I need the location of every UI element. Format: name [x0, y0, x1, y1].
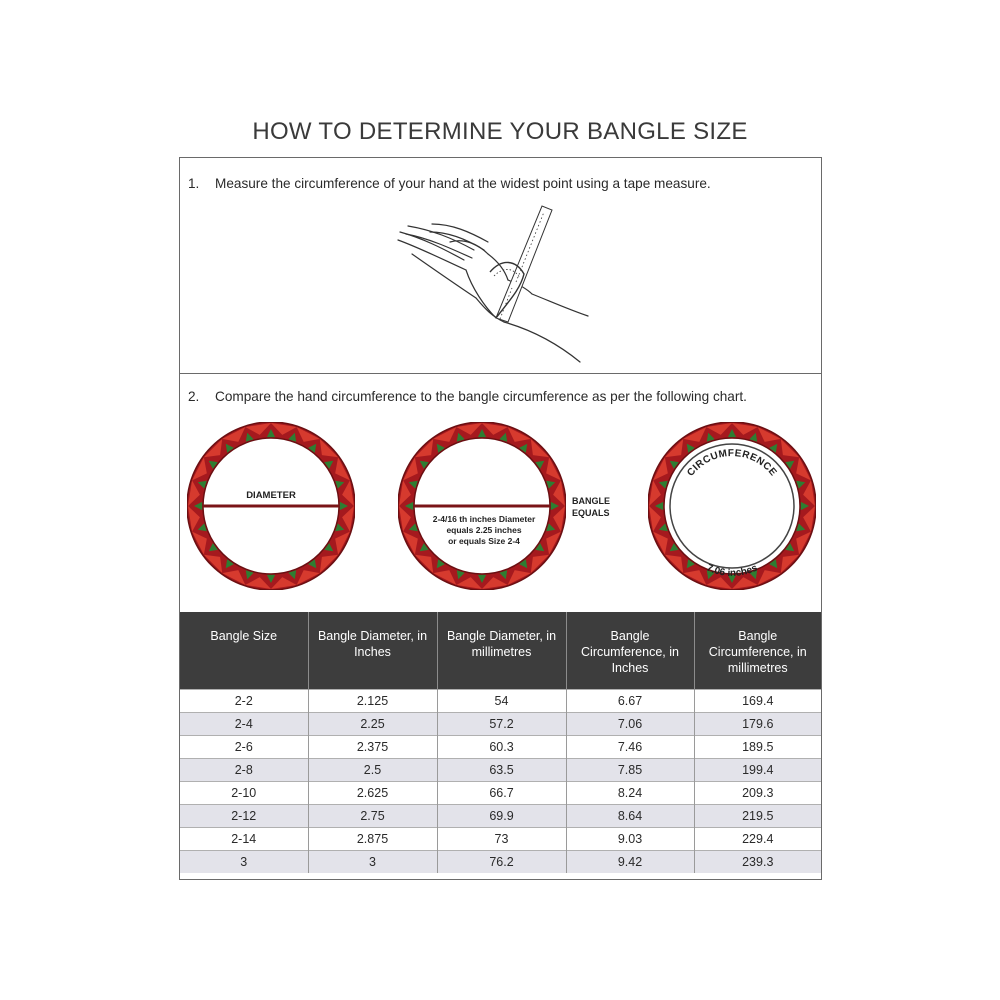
column-header: Bangle Size — [180, 612, 308, 689]
step-1-text: Measure the circumference of your hand at the widest point using a tape measure. — [215, 176, 711, 191]
table-cell: 189.5 — [694, 735, 821, 758]
table-cell: 2-4 — [180, 712, 308, 735]
table-cell: 69.9 — [437, 804, 566, 827]
table-cell: 2.5 — [308, 758, 437, 781]
page-title: HOW TO DETERMINE YOUR BANGLE SIZE — [252, 118, 748, 145]
bangle-equals-label — [572, 495, 610, 519]
table-cell: 2.75 — [308, 804, 437, 827]
table-row — [180, 712, 821, 735]
table-cell: 209.3 — [694, 781, 821, 804]
circumference-value: 7.06 inches — [704, 562, 760, 580]
table-cell: 7.85 — [566, 758, 694, 781]
ring-triangle — [415, 439, 433, 457]
step-1-section — [180, 158, 821, 374]
table-cell: 9.03 — [566, 827, 694, 850]
table-cell: 9.42 — [566, 850, 694, 873]
size-guide-sheet — [179, 157, 822, 880]
table-cell: 54 — [437, 689, 566, 712]
table-cell: 239.3 — [694, 850, 821, 873]
table-cell: 229.4 — [694, 827, 821, 850]
example-line-3: or equals Size 2-4 — [448, 536, 520, 546]
step-2-number: 2. — [188, 389, 200, 404]
example-line-2: equals 2.25 inches — [446, 525, 522, 535]
table-cell: 7.46 — [566, 735, 694, 758]
table-header-row — [180, 612, 821, 689]
bangle-diameter-diagram — [187, 422, 355, 590]
step-2-instruction — [188, 389, 747, 404]
bangle-circumference-diagram — [648, 422, 816, 590]
step-1-number: 1. — [188, 176, 200, 191]
table-row — [180, 689, 821, 712]
table-cell: 6.67 — [566, 689, 694, 712]
table-cell: 76.2 — [437, 850, 566, 873]
table-cell: 2-6 — [180, 735, 308, 758]
table-row — [180, 804, 821, 827]
step-2-text: Compare the hand circumference to the bangle circumference as per the following chart. — [215, 389, 747, 404]
step-1-instruction — [188, 176, 711, 191]
table-cell: 169.4 — [694, 689, 821, 712]
table-cell: 2-10 — [180, 781, 308, 804]
table-cell: 2.125 — [308, 689, 437, 712]
column-header: Bangle Diameter, in Inches — [308, 612, 437, 689]
table-cell: 2-2 — [180, 689, 308, 712]
bangle-example-diagram — [398, 422, 566, 590]
diameter-label: DIAMETER — [246, 490, 296, 501]
table-cell: 3 — [308, 850, 437, 873]
hand-measure-illustration — [392, 198, 592, 368]
table-cell: 7.06 — [566, 712, 694, 735]
table-cell: 3 — [180, 850, 308, 873]
table-cell: 73 — [437, 827, 566, 850]
table-row — [180, 781, 821, 804]
table-cell: 2-14 — [180, 827, 308, 850]
table-cell: 2-8 — [180, 758, 308, 781]
column-header: Bangle Circumference, in millimetres — [694, 612, 821, 689]
table-row — [180, 735, 821, 758]
table-cell: 2.375 — [308, 735, 437, 758]
table-cell: 2.625 — [308, 781, 437, 804]
table-cell: 179.6 — [694, 712, 821, 735]
table-row — [180, 827, 821, 850]
equals-line-2: EQUALS — [572, 508, 610, 518]
example-line-1: 2-4/16 th inches Diameter — [432, 514, 536, 524]
circumference-label: CIRCUMFERENCE — [685, 447, 779, 479]
table-cell: 219.5 — [694, 804, 821, 827]
table-cell: 57.2 — [437, 712, 566, 735]
table-cell: 2.25 — [308, 712, 437, 735]
table-cell: 8.64 — [566, 804, 694, 827]
bangle-size-table — [180, 612, 821, 873]
table-cell: 8.24 — [566, 781, 694, 804]
table-row — [180, 758, 821, 781]
equals-line-1: BANGLE — [572, 496, 610, 506]
table-cell: 66.7 — [437, 781, 566, 804]
column-header: Bangle Diameter, in millimetres — [437, 612, 566, 689]
table-row — [180, 850, 821, 873]
table-cell: 60.3 — [437, 735, 566, 758]
table-cell: 2.875 — [308, 827, 437, 850]
table-cell: 199.4 — [694, 758, 821, 781]
table-cell: 63.5 — [437, 758, 566, 781]
table-cell: 2-12 — [180, 804, 308, 827]
ring-triangle — [204, 439, 222, 457]
column-header: Bangle Circumference, in Inches — [566, 612, 694, 689]
step-2-section — [180, 374, 821, 612]
